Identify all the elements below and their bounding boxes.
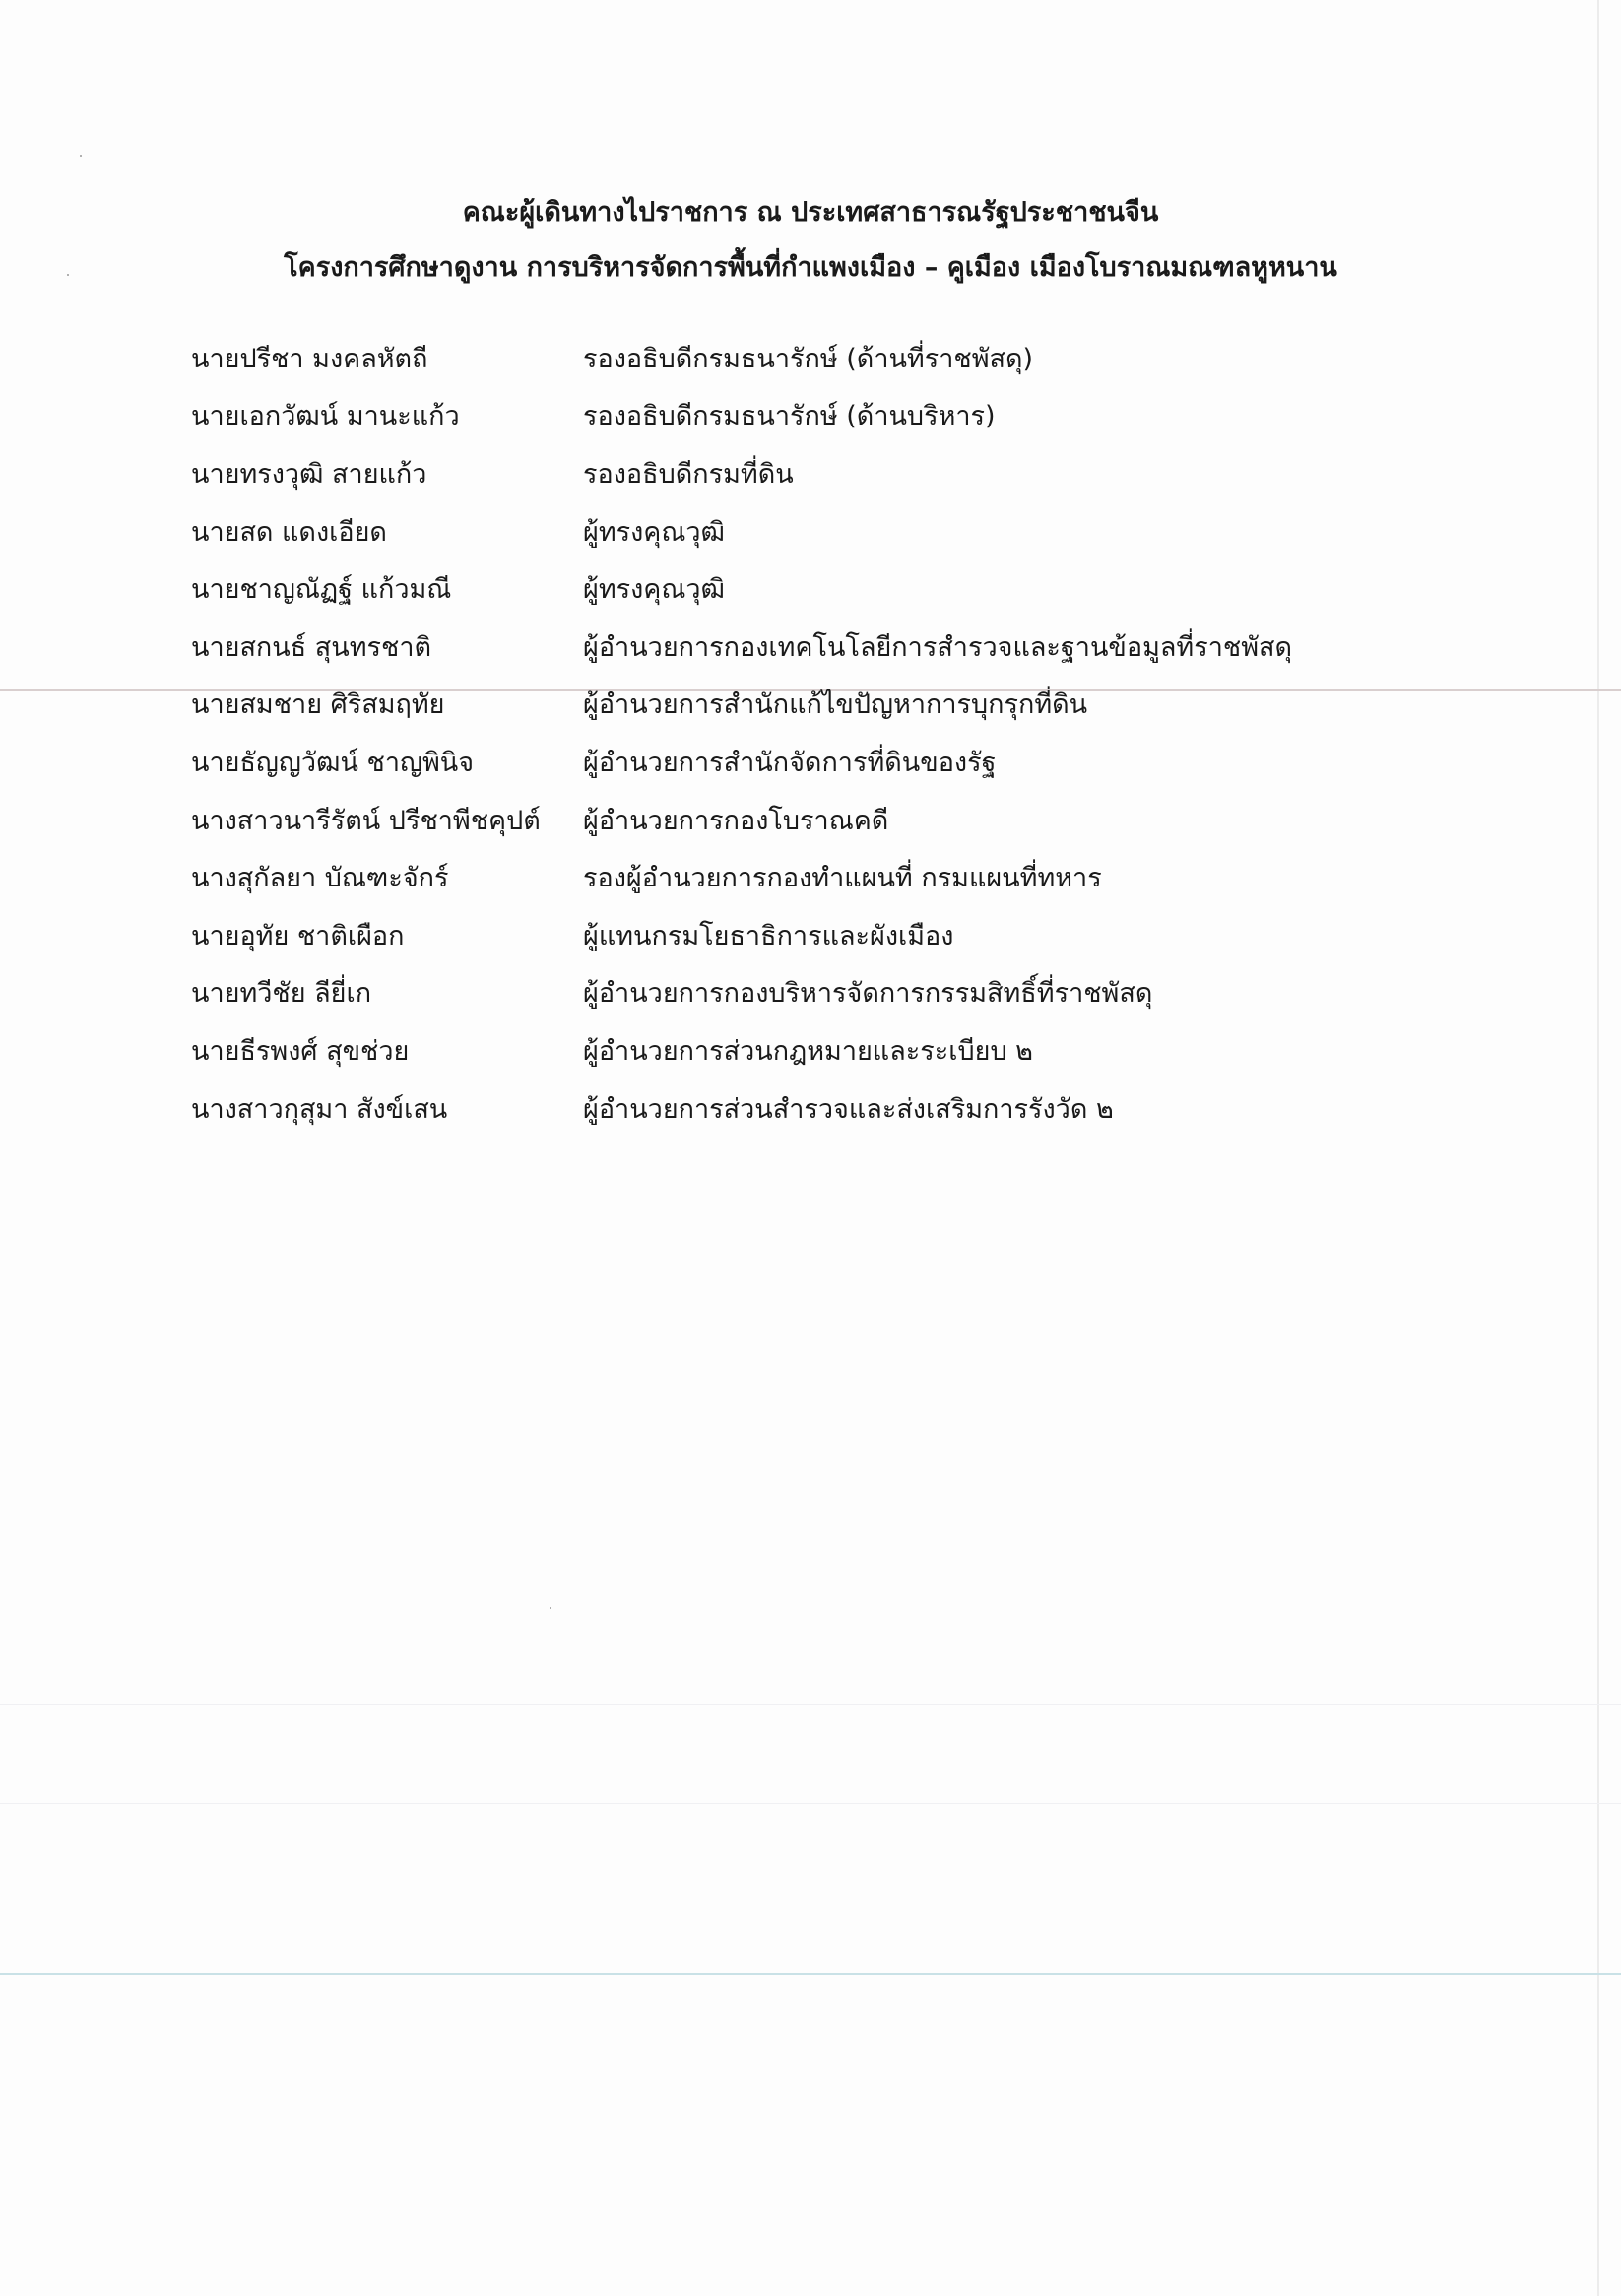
member-name: นายเอกวัฒน์ มานะแก้ว: [191, 401, 460, 432]
title-line-2: โครงการศึกษาดูงาน การบริหารจัดการพื้นที่กำแพงเมือง – คูเมือง เมืองโบราณมณฑลหูหนาน: [284, 252, 1337, 283]
list-item: [191, 964, 1422, 1022]
member-position: รองอธิบดีกรมธนารักษ์ (ด้านบริหาร): [583, 401, 996, 432]
member-position: รองอธิบดีกรมธนารักษ์ (ด้านที่ราชพัสดุ): [583, 343, 1034, 374]
member-name: นายทรงวุฒิ สายแก้ว: [191, 458, 427, 490]
list-item: [191, 848, 1422, 906]
member-position: ผู้อำนวยการสำนักแก้ไขปัญหาการบุกรุกที่ดิน: [583, 689, 1088, 721]
scan-artifact-line: [0, 1973, 1621, 1975]
member-position: ผู้ทรงคุณวุฒิ: [583, 574, 725, 606]
list-item: [191, 1021, 1422, 1080]
member-position: ผู้อำนวยการกองโบราณคดี: [583, 805, 889, 836]
scan-edge-line: [1597, 0, 1599, 2296]
list-item: [191, 676, 1422, 734]
member-name: นางสาวนารีรัตน์ ปรีชาพีชคุปต์: [191, 805, 541, 836]
list-item: [191, 618, 1422, 676]
member-position: รองผู้อำนวยการกองทำแผนที่ กรมแผนที่ทหาร: [583, 863, 1102, 894]
list-item: [191, 791, 1422, 849]
member-name: นายธัญญวัฒน์ ชาญพินิจ: [191, 747, 475, 778]
member-name: นายทวีชัย ลียี่เก: [191, 978, 372, 1010]
list-item: [191, 502, 1422, 560]
member-list: [191, 329, 1422, 1137]
member-name: นางสุกัลยา บัณฑะจักร์: [191, 863, 449, 894]
member-name: นายอุทัย ชาติเผือก: [191, 920, 405, 951]
list-item: [191, 733, 1422, 791]
document-title: [0, 185, 1621, 295]
member-name: นายชาญณัฏฐ์ แก้วมณี: [191, 574, 452, 606]
title-line-1: คณะผู้เดินทางไปราชการ ณ ประเทศสาธารณรัฐประชาชนจีน: [462, 197, 1159, 228]
member-name: นายสมชาย ศิริสมฤทัย: [191, 689, 445, 721]
list-item: [191, 387, 1422, 445]
member-position: ผู้อำนวยการสำนักจัดการที่ดินของรัฐ: [583, 747, 997, 778]
member-name: นายสกนธ์ สุนทรชาติ: [191, 631, 432, 663]
scan-artifact-line: [0, 1803, 1621, 1804]
member-name: นายสด แดงเอียด: [191, 516, 387, 548]
list-item: [191, 329, 1422, 387]
scan-speck: [80, 155, 82, 157]
scan-speck: [550, 1607, 551, 1609]
member-position: รองอธิบดีกรมที่ดิน: [583, 458, 794, 490]
member-name: นายธีรพงศ์ สุขช่วย: [191, 1035, 410, 1067]
member-position: ผู้ทรงคุณวุฒิ: [583, 516, 725, 548]
list-item: [191, 559, 1422, 618]
list-item: [191, 1080, 1422, 1138]
member-position: ผู้แทนกรมโยธาธิการและผังเมือง: [583, 920, 954, 951]
member-position: ผู้อำนวยการส่วนกฎหมายและระเบียบ ๒: [583, 1035, 1033, 1067]
member-position: ผู้อำนวยการส่วนสำรวจและส่งเสริมการรังวัด ๒: [583, 1093, 1114, 1125]
list-item: [191, 906, 1422, 964]
member-position: ผู้อำนวยการกองบริหารจัดการกรรมสิทธิ์ที่ราชพัสดุ: [583, 978, 1153, 1010]
member-name: นางสาวกุสุมา สังข์เสน: [191, 1093, 448, 1125]
member-name: นายปรีชา มงคลหัตถี: [191, 343, 428, 374]
member-position: ผู้อำนวยการกองเทคโนโลยีการสำรวจและฐานข้อมูลที่ราชพัสดุ: [583, 631, 1293, 663]
scan-artifact-line: [0, 1704, 1621, 1705]
list-item: [191, 444, 1422, 502]
